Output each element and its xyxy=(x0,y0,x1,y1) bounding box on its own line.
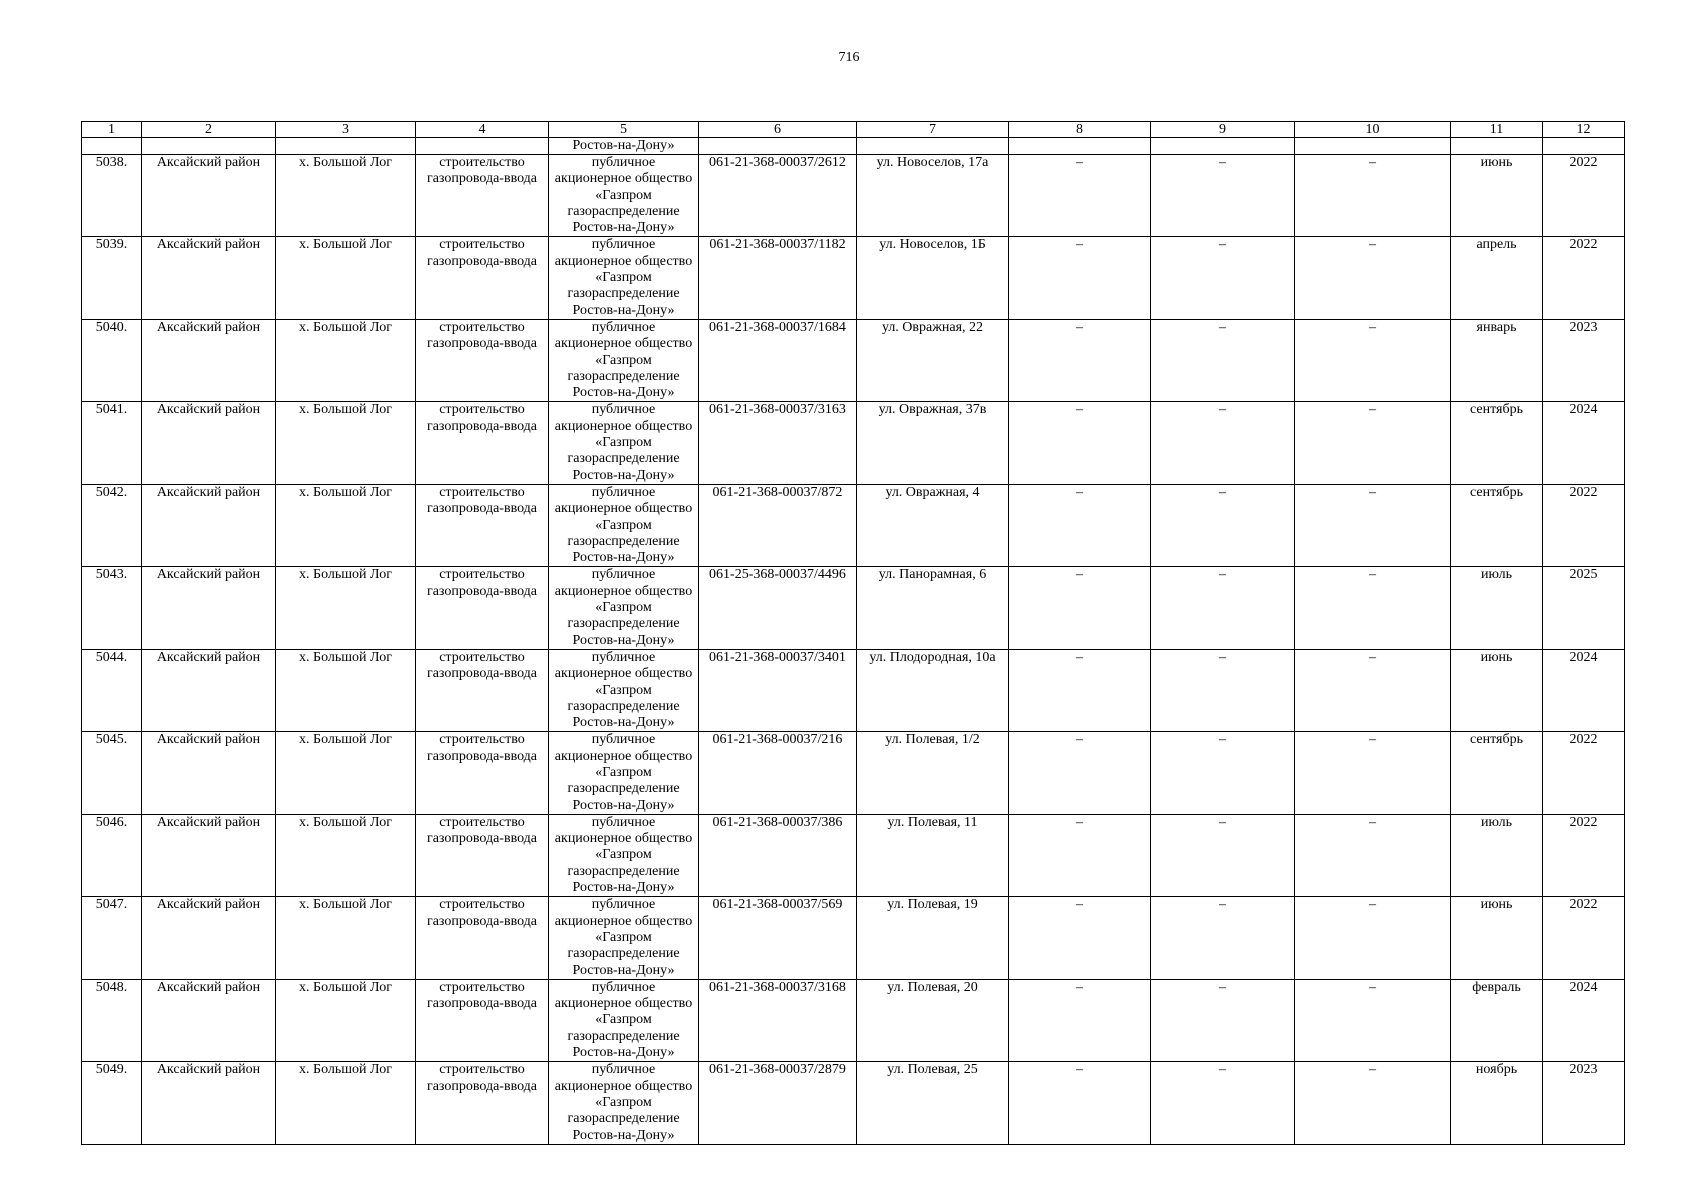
month-cell: январь xyxy=(1451,319,1543,401)
settlement-cell: х. Большой Лог xyxy=(276,649,416,731)
work-type-cell: строительство газопровода-ввода xyxy=(416,402,549,484)
registration-number-cell: 061-21-368-00037/1684 xyxy=(699,319,857,401)
organization-cell: публичное акционерное общество «Газпром газораспределение Ростов-на-Дону» xyxy=(549,155,699,237)
col-9-value-cell: – xyxy=(1151,567,1295,649)
col-9-value-cell: – xyxy=(1151,402,1295,484)
registration-number-cell: 061-21-368-00037/3168 xyxy=(699,979,857,1061)
registration-number-cell: 061-21-368-00037/3163 xyxy=(699,402,857,484)
col-10-value-cell: – xyxy=(1295,155,1451,237)
row-number-cell: 5040. xyxy=(82,319,142,401)
table-cell xyxy=(857,138,1009,155)
year-cell: 2022 xyxy=(1543,732,1625,814)
row-number-cell: 5044. xyxy=(82,649,142,731)
col-8-value-cell: – xyxy=(1009,1062,1151,1144)
registration-number-cell: 061-21-368-00037/2612 xyxy=(699,155,857,237)
year-cell: 2023 xyxy=(1543,1062,1625,1144)
col-9-value-cell: – xyxy=(1151,155,1295,237)
organization-cell: публичное акционерное общество «Газпром газораспределение Ростов-на-Дону» xyxy=(549,402,699,484)
registration-number-cell: 061-21-368-00037/386 xyxy=(699,814,857,896)
work-type-cell: строительство газопровода-ввода xyxy=(416,979,549,1061)
district-cell: Аксайский район xyxy=(142,814,276,896)
table-cell: Ростов-на-Дону» xyxy=(549,138,699,155)
col-10-value-cell: – xyxy=(1295,237,1451,319)
row-number-cell: 5042. xyxy=(82,484,142,566)
row-number-cell: 5045. xyxy=(82,732,142,814)
column-header: 6 xyxy=(699,122,857,138)
address-cell: ул. Овражная, 4 xyxy=(857,484,1009,566)
registration-number-cell: 061-21-368-00037/2879 xyxy=(699,1062,857,1144)
col-9-value-cell: – xyxy=(1151,1062,1295,1144)
col-8-value-cell: – xyxy=(1009,319,1151,401)
settlement-cell: х. Большой Лог xyxy=(276,814,416,896)
registration-number-cell: 061-21-368-00037/216 xyxy=(699,732,857,814)
district-cell: Аксайский район xyxy=(142,484,276,566)
work-type-cell: строительство газопровода-ввода xyxy=(416,155,549,237)
district-cell: Аксайский район xyxy=(142,732,276,814)
col-9-value-cell: – xyxy=(1151,237,1295,319)
organization-cell: публичное акционерное общество «Газпром газораспределение Ростов-на-Дону» xyxy=(549,814,699,896)
organization-cell: публичное акционерное общество «Газпром газораспределение Ростов-на-Дону» xyxy=(549,1062,699,1144)
table-row xyxy=(82,649,1625,731)
column-header: 1 xyxy=(82,122,142,138)
address-cell: ул. Полевая, 1/2 xyxy=(857,732,1009,814)
table-row xyxy=(82,732,1625,814)
month-cell: ноябрь xyxy=(1451,1062,1543,1144)
table-cell xyxy=(82,138,142,155)
organization-cell: публичное акционерное общество «Газпром газораспределение Ростов-на-Дону» xyxy=(549,237,699,319)
year-cell: 2022 xyxy=(1543,484,1625,566)
work-type-cell: строительство газопровода-ввода xyxy=(416,484,549,566)
month-cell: июль xyxy=(1451,567,1543,649)
settlement-cell: х. Большой Лог xyxy=(276,484,416,566)
col-8-value-cell: – xyxy=(1009,155,1151,237)
row-number-cell: 5039. xyxy=(82,237,142,319)
registry-table xyxy=(81,121,1625,1145)
row-number-cell: 5048. xyxy=(82,979,142,1061)
table-row xyxy=(82,155,1625,237)
year-cell: 2022 xyxy=(1543,155,1625,237)
organization-cell: публичное акционерное общество «Газпром газораспределение Ростов-на-Дону» xyxy=(549,732,699,814)
table-row xyxy=(82,897,1625,979)
month-cell: июнь xyxy=(1451,897,1543,979)
district-cell: Аксайский район xyxy=(142,567,276,649)
column-header: 2 xyxy=(142,122,276,138)
table-cell xyxy=(1543,138,1625,155)
work-type-cell: строительство газопровода-ввода xyxy=(416,319,549,401)
column-header: 11 xyxy=(1451,122,1543,138)
settlement-cell: х. Большой Лог xyxy=(276,402,416,484)
work-type-cell: строительство газопровода-ввода xyxy=(416,814,549,896)
work-type-cell: строительство газопровода-ввода xyxy=(416,237,549,319)
month-cell: июнь xyxy=(1451,155,1543,237)
year-cell: 2025 xyxy=(1543,567,1625,649)
row-number-cell: 5043. xyxy=(82,567,142,649)
year-cell: 2022 xyxy=(1543,814,1625,896)
col-8-value-cell: – xyxy=(1009,402,1151,484)
table-cell xyxy=(276,138,416,155)
organization-cell: публичное акционерное общество «Газпром газораспределение Ростов-на-Дону» xyxy=(549,897,699,979)
year-cell: 2023 xyxy=(1543,319,1625,401)
column-header: 12 xyxy=(1543,122,1625,138)
work-type-cell: строительство газопровода-ввода xyxy=(416,897,549,979)
col-8-value-cell: – xyxy=(1009,567,1151,649)
table-cell xyxy=(1451,138,1543,155)
registration-number-cell: 061-21-368-00037/872 xyxy=(699,484,857,566)
column-header: 4 xyxy=(416,122,549,138)
settlement-cell: х. Большой Лог xyxy=(276,979,416,1061)
registration-number-cell: 061-21-368-00037/1182 xyxy=(699,237,857,319)
year-cell: 2022 xyxy=(1543,897,1625,979)
column-header: 8 xyxy=(1009,122,1151,138)
table-row xyxy=(82,979,1625,1061)
work-type-cell: строительство газопровода-ввода xyxy=(416,732,549,814)
col-10-value-cell: – xyxy=(1295,484,1451,566)
column-number-row xyxy=(82,122,1625,138)
col-9-value-cell: – xyxy=(1151,649,1295,731)
district-cell: Аксайский район xyxy=(142,319,276,401)
table-row xyxy=(82,237,1625,319)
row-number-cell: 5047. xyxy=(82,897,142,979)
table-cell xyxy=(1295,138,1451,155)
work-type-cell: строительство газопровода-ввода xyxy=(416,1062,549,1144)
row-number-cell: 5049. xyxy=(82,1062,142,1144)
col-9-value-cell: – xyxy=(1151,814,1295,896)
col-10-value-cell: – xyxy=(1295,979,1451,1061)
month-cell: сентябрь xyxy=(1451,732,1543,814)
table-cell xyxy=(699,138,857,155)
column-header: 3 xyxy=(276,122,416,138)
table-cell xyxy=(142,138,276,155)
settlement-cell: х. Большой Лог xyxy=(276,897,416,979)
district-cell: Аксайский район xyxy=(142,1062,276,1144)
year-cell: 2022 xyxy=(1543,237,1625,319)
month-cell: июль xyxy=(1451,814,1543,896)
address-cell: ул. Новоселов, 17а xyxy=(857,155,1009,237)
col-8-value-cell: – xyxy=(1009,814,1151,896)
organization-cell: публичное акционерное общество «Газпром газораспределение Ростов-на-Дону» xyxy=(549,649,699,731)
row-number-cell: 5041. xyxy=(82,402,142,484)
address-cell: ул. Овражная, 37в xyxy=(857,402,1009,484)
address-cell: ул. Полевая, 11 xyxy=(857,814,1009,896)
table-row xyxy=(82,402,1625,484)
district-cell: Аксайский район xyxy=(142,155,276,237)
col-9-value-cell: – xyxy=(1151,979,1295,1061)
organization-cell: публичное акционерное общество «Газпром газораспределение Ростов-на-Дону» xyxy=(549,319,699,401)
month-cell: сентябрь xyxy=(1451,402,1543,484)
column-header: 9 xyxy=(1151,122,1295,138)
settlement-cell: х. Большой Лог xyxy=(276,319,416,401)
table-row xyxy=(82,319,1625,401)
settlement-cell: х. Большой Лог xyxy=(276,155,416,237)
col-10-value-cell: – xyxy=(1295,1062,1451,1144)
col-9-value-cell: – xyxy=(1151,897,1295,979)
settlement-cell: х. Большой Лог xyxy=(276,1062,416,1144)
month-cell: февраль xyxy=(1451,979,1543,1061)
address-cell: ул. Новоселов, 1Б xyxy=(857,237,1009,319)
col-8-value-cell: – xyxy=(1009,649,1151,731)
year-cell: 2024 xyxy=(1543,979,1625,1061)
district-cell: Аксайский район xyxy=(142,237,276,319)
col-10-value-cell: – xyxy=(1295,732,1451,814)
column-header: 5 xyxy=(549,122,699,138)
col-8-value-cell: – xyxy=(1009,732,1151,814)
district-cell: Аксайский район xyxy=(142,979,276,1061)
organization-cell: публичное акционерное общество «Газпром газораспределение Ростов-на-Дону» xyxy=(549,979,699,1061)
col-8-value-cell: – xyxy=(1009,897,1151,979)
address-cell: ул. Панорамная, 6 xyxy=(857,567,1009,649)
col-9-value-cell: – xyxy=(1151,732,1295,814)
table-cell xyxy=(416,138,549,155)
registration-number-cell: 061-21-368-00037/569 xyxy=(699,897,857,979)
table-row xyxy=(82,1062,1625,1144)
col-10-value-cell: – xyxy=(1295,814,1451,896)
column-header: 10 xyxy=(1295,122,1451,138)
address-cell: ул. Полевая, 19 xyxy=(857,897,1009,979)
address-cell: ул. Полевая, 25 xyxy=(857,1062,1009,1144)
registration-number-cell: 061-21-368-00037/3401 xyxy=(699,649,857,731)
col-10-value-cell: – xyxy=(1295,649,1451,731)
row-number-cell: 5038. xyxy=(82,155,142,237)
continuation-row xyxy=(82,138,1625,155)
year-cell: 2024 xyxy=(1543,402,1625,484)
row-number-cell: 5046. xyxy=(82,814,142,896)
year-cell: 2024 xyxy=(1543,649,1625,731)
work-type-cell: строительство газопровода-ввода xyxy=(416,649,549,731)
settlement-cell: х. Большой Лог xyxy=(276,237,416,319)
col-9-value-cell: – xyxy=(1151,484,1295,566)
address-cell: ул. Полевая, 20 xyxy=(857,979,1009,1061)
month-cell: апрель xyxy=(1451,237,1543,319)
district-cell: Аксайский район xyxy=(142,402,276,484)
table-row xyxy=(82,484,1625,566)
col-10-value-cell: – xyxy=(1295,567,1451,649)
address-cell: ул. Плодородная, 10а xyxy=(857,649,1009,731)
organization-cell: публичное акционерное общество «Газпром газораспределение Ростов-на-Дону» xyxy=(549,484,699,566)
page-number: 716 xyxy=(838,50,860,65)
col-8-value-cell: – xyxy=(1009,979,1151,1061)
settlement-cell: х. Большой Лог xyxy=(276,732,416,814)
column-header: 7 xyxy=(857,122,1009,138)
settlement-cell: х. Большой Лог xyxy=(276,567,416,649)
district-cell: Аксайский район xyxy=(142,649,276,731)
col-10-value-cell: – xyxy=(1295,402,1451,484)
col-8-value-cell: – xyxy=(1009,484,1151,566)
month-cell: сентябрь xyxy=(1451,484,1543,566)
col-8-value-cell: – xyxy=(1009,237,1151,319)
work-type-cell: строительство газопровода-ввода xyxy=(416,567,549,649)
table-row xyxy=(82,567,1625,649)
organization-cell: публичное акционерное общество «Газпром газораспределение Ростов-на-Дону» xyxy=(549,567,699,649)
month-cell: июнь xyxy=(1451,649,1543,731)
address-cell: ул. Овражная, 22 xyxy=(857,319,1009,401)
col-10-value-cell: – xyxy=(1295,897,1451,979)
col-10-value-cell: – xyxy=(1295,319,1451,401)
table-cell xyxy=(1009,138,1151,155)
table-cell xyxy=(1151,138,1295,155)
district-cell: Аксайский район xyxy=(142,897,276,979)
table-row xyxy=(82,814,1625,896)
col-9-value-cell: – xyxy=(1151,319,1295,401)
registration-number-cell: 061-25-368-00037/4496 xyxy=(699,567,857,649)
